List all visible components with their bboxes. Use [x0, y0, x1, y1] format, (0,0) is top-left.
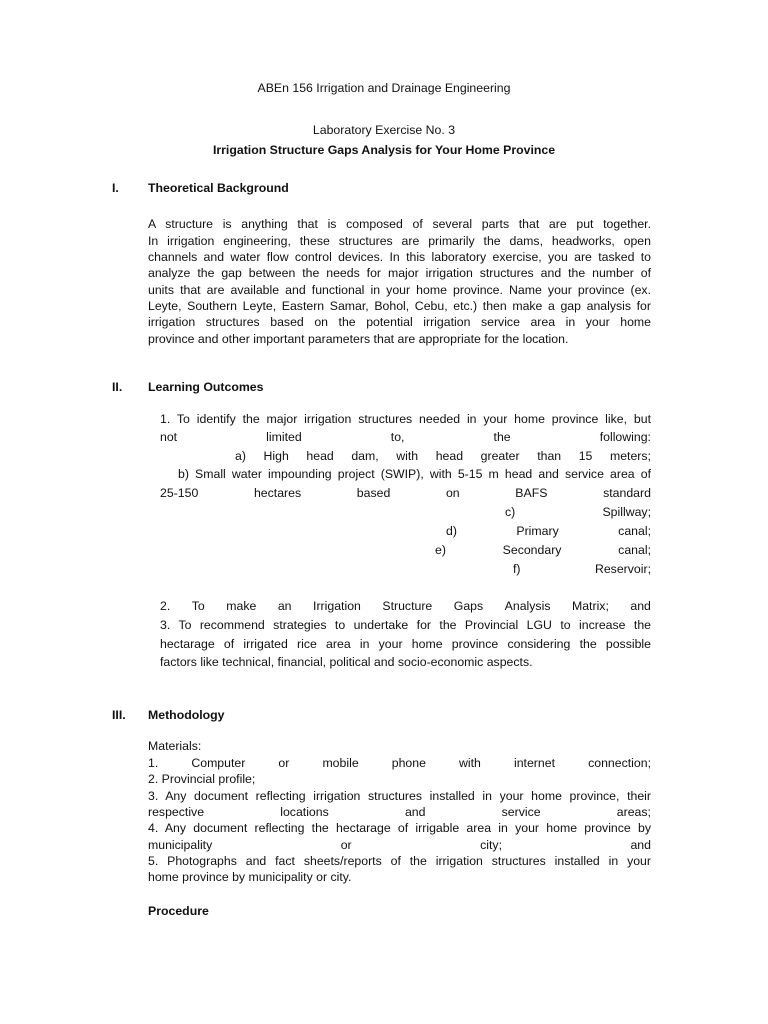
course-title: ABEn 156 Irrigation and Drainage Engineering	[257, 81, 511, 95]
item-e: e) Secondary canal;	[435, 543, 651, 557]
material-3-line-1: 3. Any document reflecting irrigation structures installed in your home province, their	[148, 789, 651, 803]
material-1: 1. Computer or mobile phone with internet connection;	[148, 756, 651, 770]
paragraph-line: analyze the gap between the needs for major irrigation structures and the number of	[148, 266, 651, 280]
material-2: 2. Provincial profile;	[148, 772, 256, 786]
paragraph-line: irrigation structures based on the potential irrigation service area in your home	[148, 315, 651, 329]
section-1-number: I.	[112, 181, 119, 195]
outcome-2: 2. To make an Irrigation Structure Gaps Analysis Matrix; and	[160, 599, 651, 613]
paragraph-line: units that are available and functional in your home province. Name your province (ex.	[148, 283, 651, 297]
outcome-3-line: factors like technical, financial, political and socio-economic aspects.	[160, 655, 533, 669]
material-5-line-1: 5. Photographs and fact sheets/reports of the irrigation structures installed in your	[148, 854, 651, 868]
item-c: c) Spillway;	[505, 505, 651, 519]
item-b-line-1: b) Small water impounding project (SWIP), with 5-15 m head and service area of	[178, 467, 651, 481]
item-a: a) High head dam, with head greater than 15 meters;	[235, 449, 651, 463]
material-4-line-2: municipality or city; and	[148, 838, 651, 852]
materials-label: Materials:	[148, 739, 202, 753]
material-3-line-2: respective locations and service areas;	[148, 805, 651, 819]
exercise-number: Laboratory Exercise No. 3	[312, 123, 456, 137]
paragraph-line: channels and water flow control devices. In this laboratory exercise, you are tasked to	[148, 250, 651, 264]
outcome-3-line: 3. To recommend strategies to undertake for the Provincial LGU to increase the	[160, 618, 651, 632]
material-5-line-2: home province by municipality or city.	[148, 870, 352, 884]
item-f: f) Reservoir;	[513, 562, 651, 576]
paragraph-line: province and other important parameters that are appropriate for the location.	[148, 332, 569, 346]
paragraph-line: In irrigation engineering, these structures are primarily the dams, headworks, open	[148, 234, 651, 248]
paragraph-line: A structure is anything that is composed of several parts that are put together.	[148, 217, 651, 231]
section-1-title: Theoretical Background	[148, 181, 289, 195]
outcome-1-line-2: not limited to, the following:	[160, 430, 651, 444]
section-3-number: III.	[112, 708, 126, 722]
section-2-title: Learning Outcomes	[148, 380, 264, 394]
section-3-title: Methodology	[148, 708, 225, 722]
item-b-line-2: 25-150 hectares based on BAFS standard	[160, 486, 651, 500]
procedure-label: Procedure	[148, 904, 209, 918]
outcome-3-line: hectarage of irrigated rice area in your home province considering the possible	[160, 637, 651, 651]
exercise-title: Irrigation Structure Gaps Analysis for Your Home Province	[212, 143, 556, 157]
section-2-number: II.	[112, 380, 123, 394]
material-4-line-1: 4. Any document reflecting the hectarage of irrigable area in your home province by	[148, 821, 651, 835]
item-d: d) Primary canal;	[446, 524, 651, 538]
outcome-1-line: 1. To identify the major irrigation structures needed in your home province like, but	[160, 412, 651, 426]
paragraph-line: Leyte, Southern Leyte, Eastern Samar, Bohol, Cebu, etc.) then make a gap analysis for	[148, 299, 651, 313]
